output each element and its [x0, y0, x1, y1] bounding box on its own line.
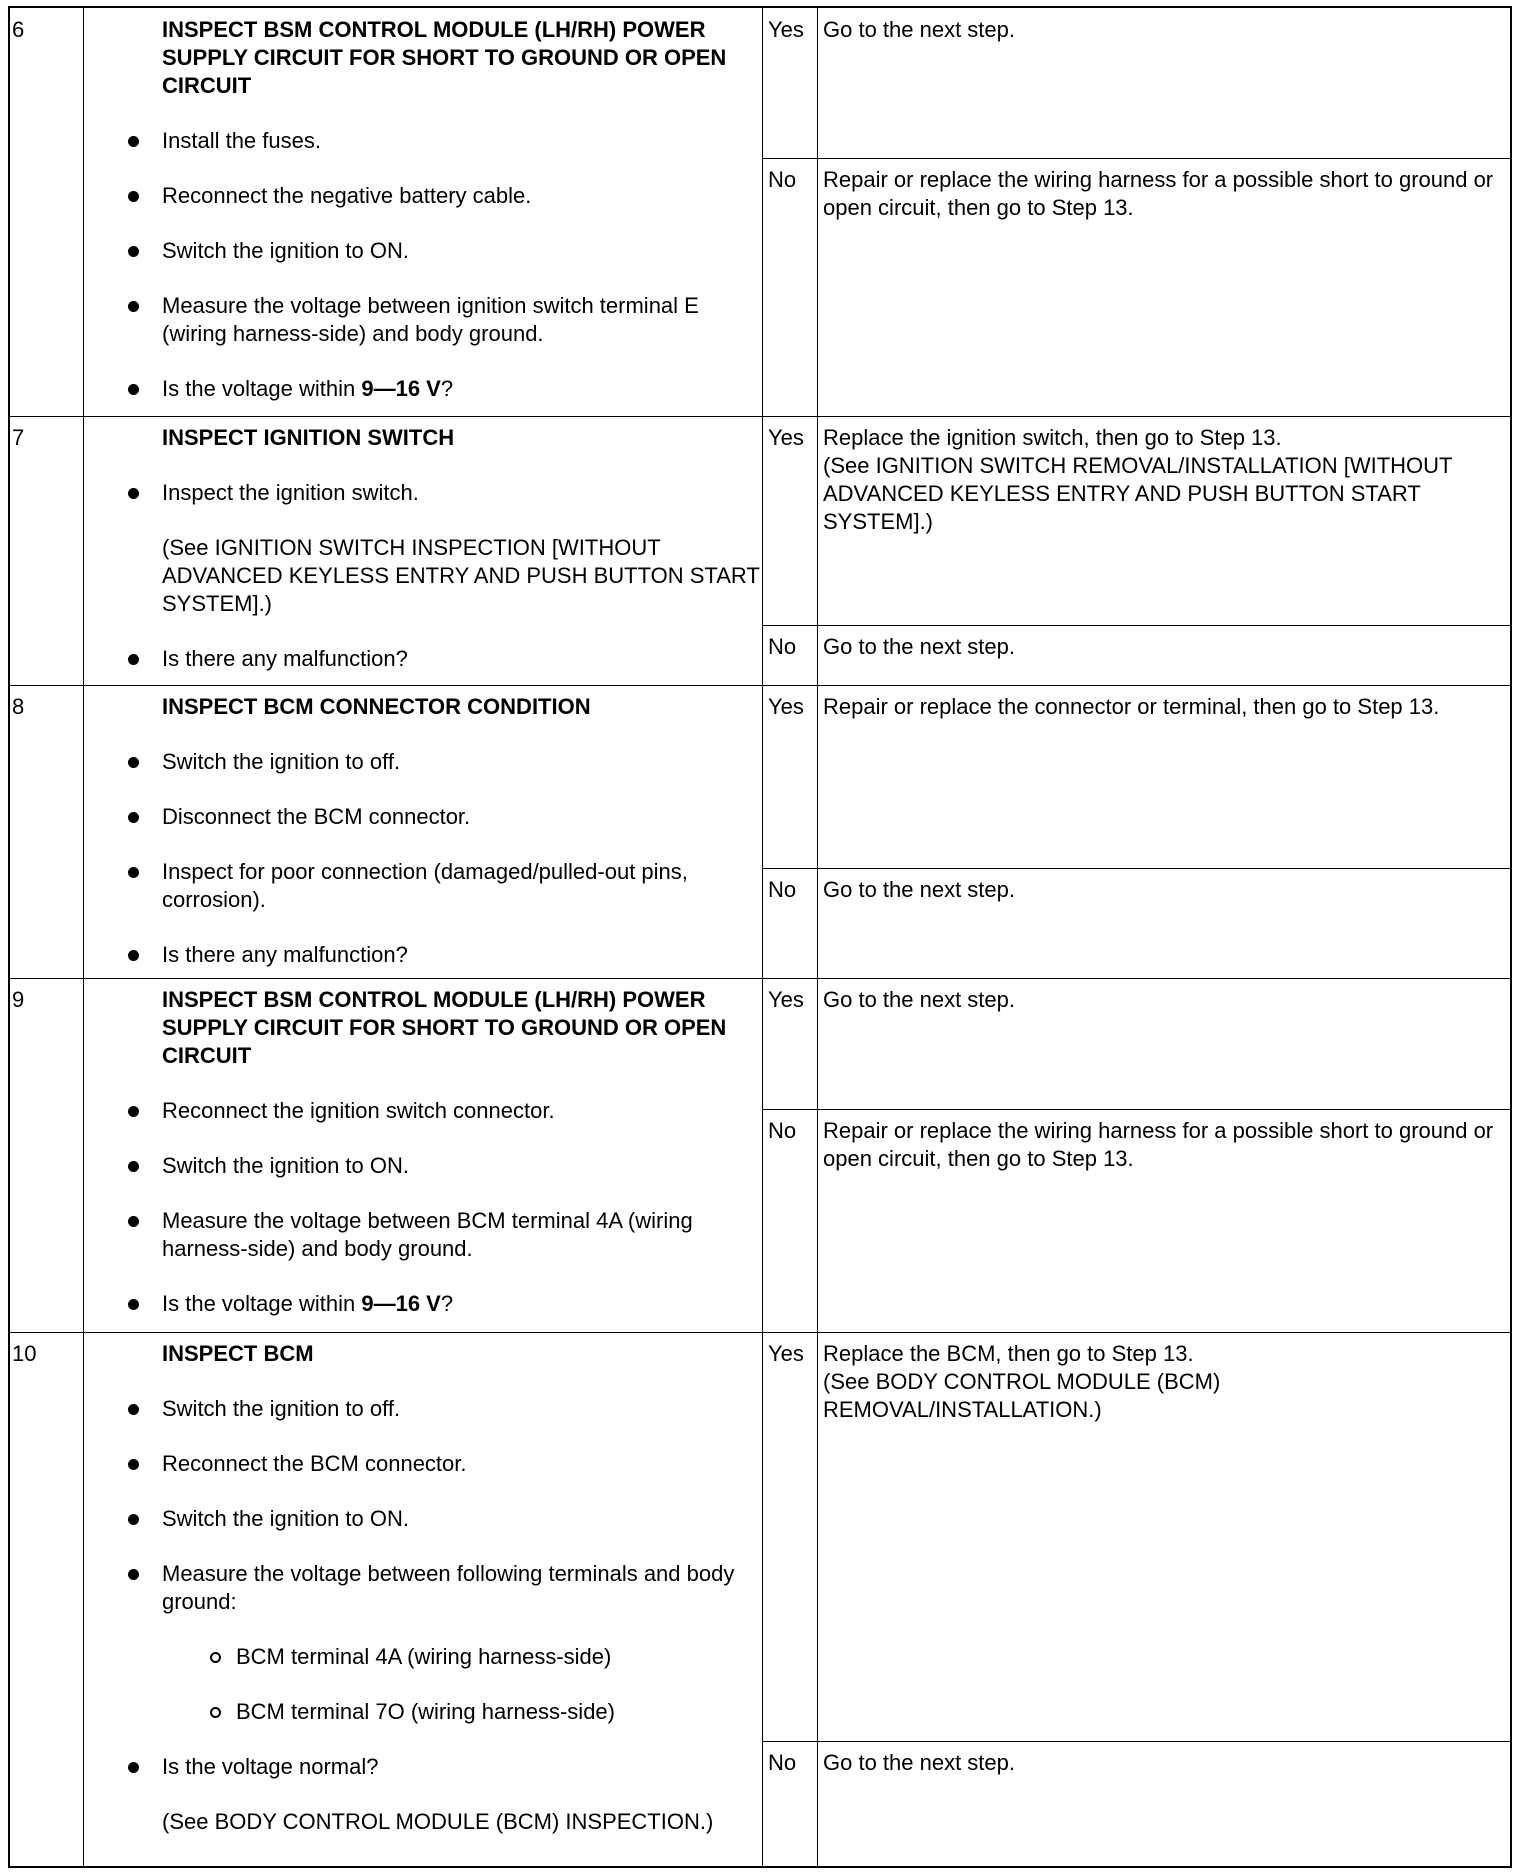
step-action	[80, 424, 760, 673]
yes-result	[823, 1340, 1503, 1424]
action-bullet: Inspect the ignition switch.	[80, 479, 760, 507]
yes-label: Yes	[768, 987, 804, 1012]
reference-note: (See IGNITION SWITCH INSPECTION [WITHOUT ADVANCED KEYLESS ENTRY AND PUSH BUTTON START SYSTEM].)	[162, 535, 760, 616]
step-action	[80, 16, 760, 403]
yes-no-divider	[762, 625, 1510, 626]
row-divider	[10, 1332, 1510, 1333]
no-result	[823, 1749, 1503, 1777]
step-title: INSPECT IGNITION SWITCH	[162, 425, 455, 450]
sub-bullet: BCM terminal 7O (wiring harness-side)	[80, 1698, 760, 1726]
no-label: No	[768, 1750, 797, 1775]
question-bullet: Is there any malfunction?	[80, 645, 760, 673]
column-divider	[817, 8, 818, 1866]
yes-label: Yes	[768, 425, 804, 450]
step-title: INSPECT BSM CONTROL MODULE (LH/RH) POWER SUPPLY CIRCUIT FOR SHORT TO GROUND OR OPEN CIRCUIT	[162, 17, 727, 98]
yes-no-divider	[762, 158, 1510, 159]
yes-label: Yes	[768, 17, 804, 42]
yes-note: (See BODY CONTROL MODULE (BCM) REMOVAL/INSTALLATION.)	[823, 1369, 1221, 1422]
yes-text: Go to the next step.	[823, 987, 1016, 1012]
row-divider	[10, 685, 1510, 686]
no-result	[823, 633, 1503, 661]
yes-text: Repair or replace the connector or terminal, then go to Step 13.	[823, 694, 1440, 719]
action-bullet: Switch the ignition to ON.	[80, 1505, 760, 1533]
step-action	[80, 1340, 760, 1836]
step-number: 10	[12, 1341, 37, 1366]
question-text: Is the voltage within	[162, 376, 362, 401]
step-number: 6	[12, 17, 25, 42]
row-divider	[10, 978, 1510, 979]
no-result	[823, 1117, 1503, 1173]
diagnostic-table	[8, 6, 1512, 1868]
voltage-range: 9—16 V	[361, 1291, 441, 1316]
yes-result	[823, 986, 1503, 1014]
step-number: 9	[12, 987, 25, 1012]
action-bullet: Install the fuses.	[80, 127, 760, 155]
question-bullet	[80, 1290, 760, 1318]
question-bullet: Is there any malfunction?	[80, 941, 760, 969]
yes-result	[823, 693, 1503, 721]
question-bullet	[80, 375, 760, 403]
no-label: No	[768, 1118, 797, 1143]
action-bullet: Disconnect the BCM connector.	[80, 803, 760, 831]
yes-note: (See IGNITION SWITCH REMOVAL/INSTALLATION [WITHOUT ADVANCED KEYLESS ENTRY AND PUSH BUTTON START SYSTEM].)	[823, 453, 1453, 534]
voltage-range: 9—16 V	[361, 376, 441, 401]
action-bullet: Measure the voltage between BCM terminal 4A (wiring harness-side) and body ground.	[80, 1207, 760, 1263]
action-bullet: Switch the ignition to ON.	[80, 237, 760, 265]
question-mark: ?	[440, 376, 454, 401]
reference-note: (See BODY CONTROL MODULE (BCM) INSPECTION.)	[162, 1809, 714, 1834]
action-bullet: Switch the ignition to ON.	[80, 1152, 760, 1180]
question-bullet: Is the voltage normal?	[80, 1753, 760, 1781]
no-text: Go to the next step.	[823, 877, 1016, 902]
yes-result	[823, 424, 1503, 536]
no-result	[823, 876, 1503, 904]
step-title: INSPECT BCM CONNECTOR CONDITION	[162, 694, 591, 719]
column-divider	[762, 8, 763, 1866]
no-label: No	[768, 167, 797, 192]
sub-bullet: BCM terminal 4A (wiring harness-side)	[80, 1643, 760, 1671]
yes-text: Replace the ignition switch, then go to Step 13.	[823, 425, 1282, 450]
action-bullet: Reconnect the negative battery cable.	[80, 182, 760, 210]
step-title: INSPECT BCM	[162, 1341, 314, 1366]
yes-text: Go to the next step.	[823, 17, 1016, 42]
yes-no-divider	[762, 1109, 1510, 1110]
no-label: No	[768, 634, 797, 659]
action-bullet: Reconnect the BCM connector.	[80, 1450, 760, 1478]
no-label: No	[768, 877, 797, 902]
yes-no-divider	[762, 868, 1510, 869]
yes-label: Yes	[768, 694, 804, 719]
row-divider	[10, 416, 1510, 417]
action-bullet: Inspect for poor connection (damaged/pulled-out pins, corrosion).	[80, 858, 760, 914]
yes-text: Replace the BCM, then go to Step 13.	[823, 1341, 1194, 1366]
step-action	[80, 986, 760, 1318]
action-bullet: Measure the voltage between following terminals and body ground:	[80, 1560, 760, 1616]
question-mark: ?	[440, 1291, 454, 1316]
step-number: 8	[12, 694, 25, 719]
no-text: Repair or replace the wiring harness for a possible short to ground or open circuit, then go to Step 13.	[823, 167, 1494, 220]
no-text: Repair or replace the wiring harness for a possible short to ground or open circuit, then go to Step 13.	[823, 1118, 1494, 1171]
yes-result	[823, 16, 1503, 44]
step-action	[80, 693, 760, 969]
action-bullet: Reconnect the ignition switch connector.	[80, 1097, 760, 1125]
no-result	[823, 166, 1503, 222]
action-bullet: Switch the ignition to off.	[80, 748, 760, 776]
step-title: INSPECT BSM CONTROL MODULE (LH/RH) POWER SUPPLY CIRCUIT FOR SHORT TO GROUND OR OPEN CIRCUIT	[162, 987, 727, 1068]
yes-label: Yes	[768, 1341, 804, 1366]
yes-no-divider	[762, 1741, 1510, 1742]
no-text: Go to the next step.	[823, 634, 1016, 659]
step-number: 7	[12, 425, 25, 450]
question-text: Is the voltage within	[162, 1291, 362, 1316]
action-bullet: Measure the voltage between ignition switch terminal E (wiring harness-side) and body ground.	[80, 292, 760, 348]
action-bullet: Switch the ignition to off.	[80, 1395, 760, 1423]
no-text: Go to the next step.	[823, 1750, 1016, 1775]
